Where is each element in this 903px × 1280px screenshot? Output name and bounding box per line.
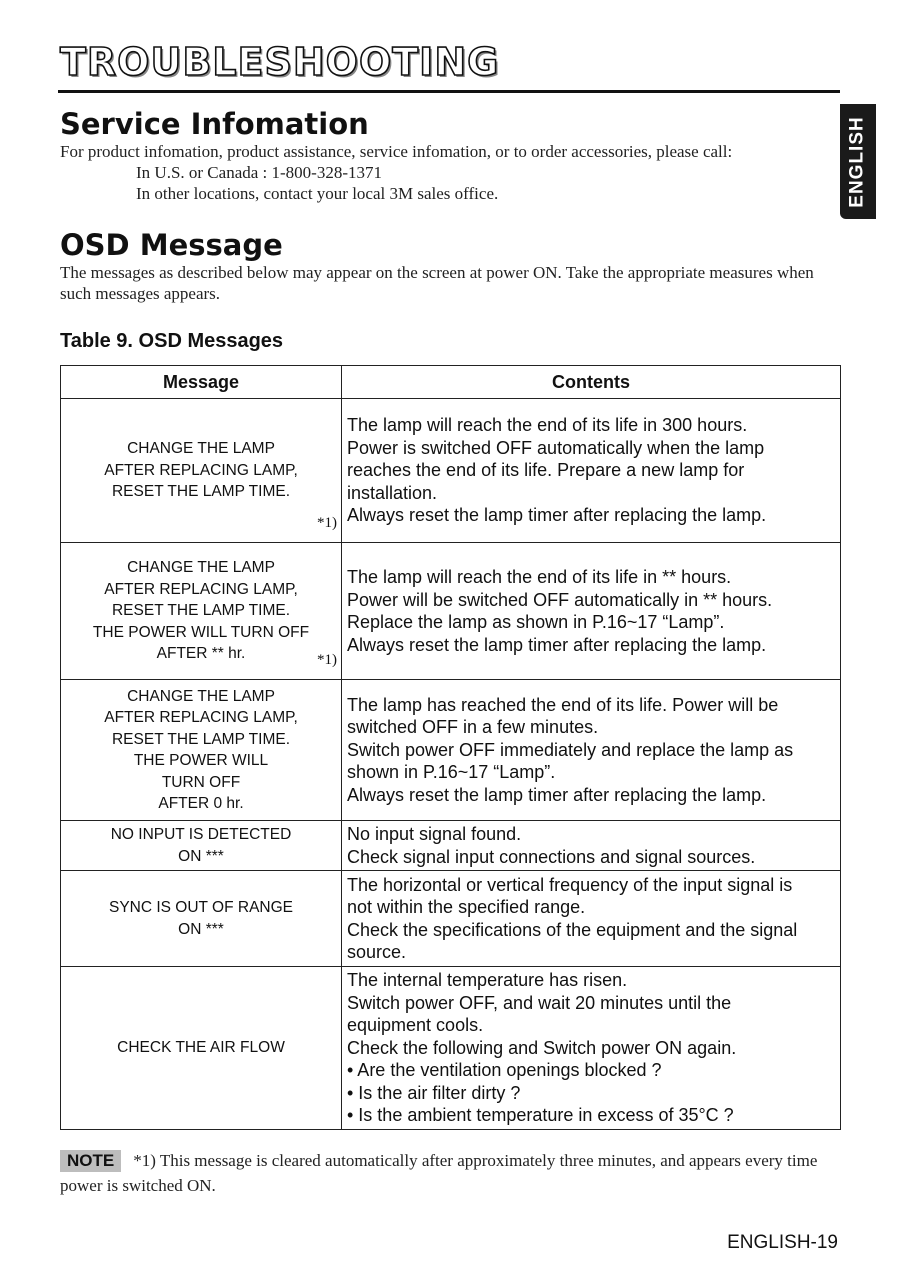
title-rule [58, 90, 840, 93]
contents-line: shown in P.16~17 “Lamp”. [347, 762, 556, 783]
page-number: ENGLISH-19 [727, 1232, 838, 1253]
contents-line: No input signal found. [347, 824, 522, 844]
contents-line: not within the specified range. [347, 897, 586, 917]
contents-line: The lamp will reach the end of its life in ** hours. [347, 567, 732, 587]
page-title: TROUBLESHOOTING [60, 40, 500, 84]
contents-line: • Are the ventilation openings blocked ? [347, 1060, 662, 1081]
contents-line: Power will be switched OFF automatically in ** hours. [347, 589, 773, 610]
contents-line: • Is the air filter dirty ? [347, 1082, 521, 1103]
message-line: CHANGE THE LAMP [127, 687, 275, 705]
table-row [61, 399, 841, 543]
message-line: NO INPUT IS DETECTED [110, 826, 292, 843]
contents-line: Always reset the lamp timer after replacing the lamp. [347, 784, 767, 805]
contents-line: Always reset the lamp timer after replacing the lamp. [347, 634, 767, 655]
contents-line: Check the specifications of the equipment and the signal [347, 919, 798, 940]
language-tab [840, 104, 876, 219]
service-paragraph [60, 141, 840, 204]
message-line: AFTER ** hr. [156, 645, 246, 663]
language-tab-label: ENGLISH [847, 115, 869, 208]
table-row [61, 871, 841, 967]
contents-line: Power is switched OFF automatically when the lamp [347, 437, 765, 458]
table-row [61, 680, 841, 821]
message-line: TURN OFF [161, 773, 241, 791]
service-line: In U.S. or Canada : 1-800-328-1371 [136, 163, 382, 182]
table-row [61, 821, 841, 871]
contents-line: The internal temperature has risen. [347, 970, 628, 991]
header-message: Message [61, 366, 342, 399]
contents-line: source. [347, 942, 407, 962]
message-line: AFTER REPLACING LAMP, [104, 461, 298, 479]
contents-cell [342, 967, 841, 1130]
footnote-ref: *1) [317, 651, 337, 668]
message-cell [61, 967, 342, 1130]
table-row [61, 967, 841, 1130]
contents-line: The lamp will reach the end of its life in 300 hours. [347, 415, 748, 436]
service-line: In other locations, contact your local 3M sales office. [136, 184, 499, 203]
message-cell [61, 399, 342, 543]
message-line: THE POWER WILL TURN OFF [92, 623, 310, 641]
message-cell [61, 821, 342, 871]
contents-line: Switch power OFF, and wait 20 minutes until the [347, 992, 732, 1013]
contents-line: Replace the lamp as shown in P.16~17 “Lamp”. [347, 612, 725, 632]
note-text: *1) This message is cleared automatically after approximately three minutes, and appears every time power is switched ON. [60, 1151, 818, 1195]
message-line: ON *** [178, 847, 224, 865]
contents-cell [342, 871, 841, 967]
message-line: RESET THE LAMP TIME. [111, 602, 290, 620]
message-cell [61, 871, 342, 967]
message-cell [61, 680, 342, 821]
contents-line: The horizontal or vertical frequency of the input signal is [347, 874, 793, 895]
contents-cell [342, 821, 841, 871]
table-header-row [61, 366, 841, 399]
contents-cell [342, 399, 841, 543]
contents-line: Always reset the lamp timer after replacing the lamp. [347, 505, 767, 526]
note [60, 1148, 840, 1198]
footnote-ref: *1) [317, 514, 337, 531]
contents-line: Check the following and Switch power ON again. [347, 1037, 737, 1058]
message-line: CHANGE THE LAMP [127, 559, 275, 577]
contents-line: installation. [347, 482, 438, 503]
message-cell [61, 543, 342, 680]
message-line: AFTER 0 hr. [158, 795, 244, 812]
message-line: AFTER REPLACING LAMP, [104, 580, 298, 598]
osd-intro: The messages as described below may appear on the screen at power ON. Take the appropriate measures when such messages appears. [60, 263, 814, 303]
contents-line: reaches the end of its life. Prepare a new lamp for [347, 460, 745, 481]
contents-cell [342, 543, 841, 680]
message-line: CHECK THE AIR FLOW [117, 1039, 285, 1057]
table-caption: Table 9. OSD Messages [60, 330, 284, 352]
message-line: CHANGE THE LAMP [127, 440, 275, 458]
message-line: AFTER REPLACING LAMP, [104, 709, 298, 726]
message-line: RESET THE LAMP TIME. [111, 730, 290, 748]
contents-line: switched OFF in a few minutes. [347, 717, 599, 738]
service-line: For product infomation, product assistance, service infomation, or to order accessories, please call: [60, 142, 733, 161]
header-contents: Contents [342, 366, 841, 399]
table-body [61, 399, 841, 1130]
contents-line: • Is the ambient temperature in excess of 35°C ? [347, 1105, 734, 1126]
message-line: THE POWER WILL [133, 752, 269, 769]
osd-messages-table [60, 365, 841, 1130]
contents-line: Check signal input connections and signal sources. [347, 846, 756, 867]
contents-line: equipment cools. [347, 1015, 484, 1036]
message-line: ON *** [178, 920, 224, 938]
contents-line: The lamp has reached the end of its life. Power will be [347, 694, 779, 715]
note-badge: NOTE [60, 1150, 121, 1172]
service-heading: Service Infomation [60, 107, 369, 141]
osd-heading: OSD Message [60, 228, 283, 262]
contents-cell [342, 680, 841, 821]
message-line: SYNC IS OUT OF RANGE [108, 899, 294, 916]
message-line: RESET THE LAMP TIME. [111, 483, 290, 501]
contents-line: Switch power OFF immediately and replace the lamp as [347, 739, 794, 760]
table-row [61, 543, 841, 680]
